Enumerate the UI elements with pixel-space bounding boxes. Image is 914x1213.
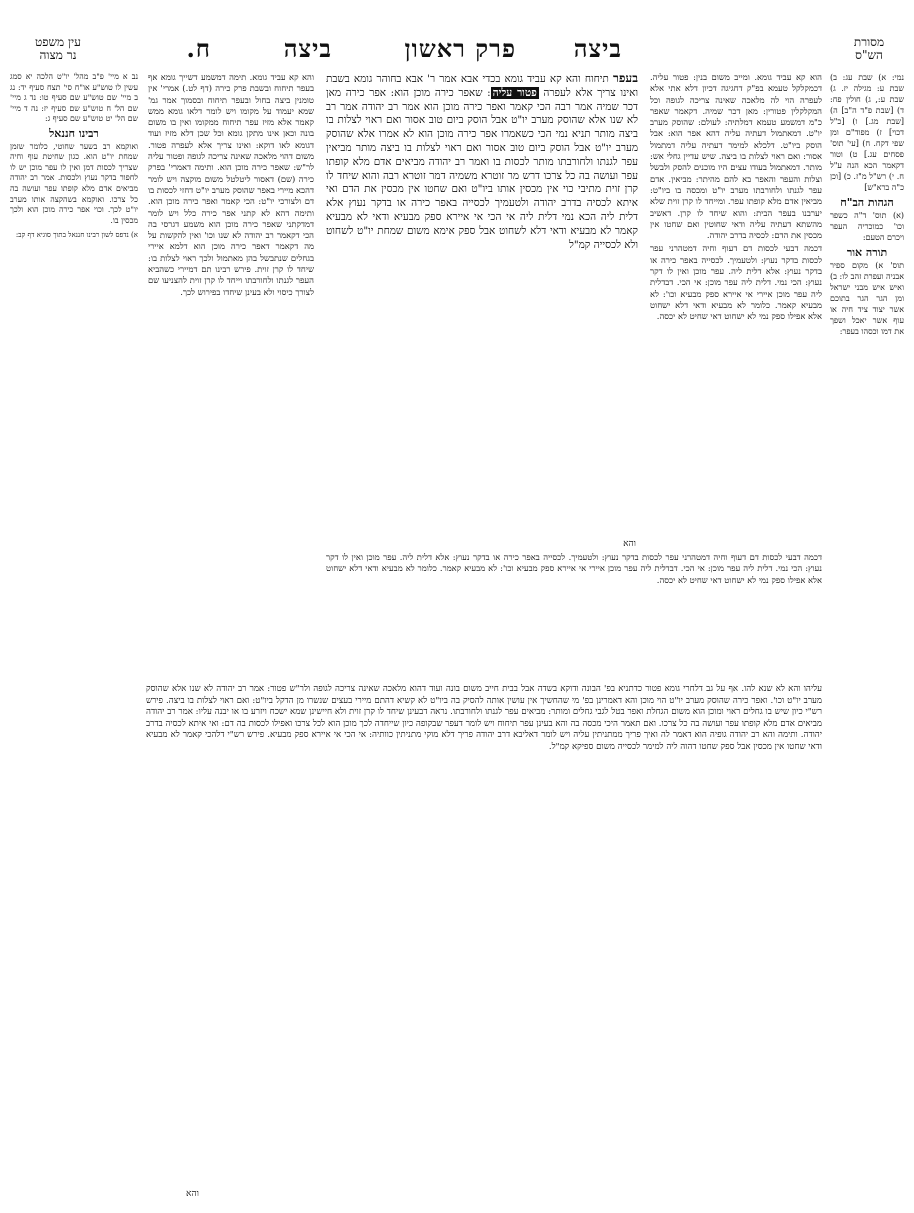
bottom-commentary-text-a: דכמה דבעי לכסות דם דעוף וחיה דמטהרני עפר לכסות בדקר נעוץ: ולטעמיך. לכסייה באפר כירה או בדקר נעוץ: אלא דלית ליה. עפר מוכן ואין לו דקר נעוץ: הכי נמי. דלית ליה עפר מוכן: אי הכי. דבדלית ליה עפר מוכן איירי אי איירא ספק מבעיא וכו': לא מבעיא קאמר. כלומר לא מבעיא ודאי דלא ישחוט אלא אפילו ספק נמי לא ישחוט דאי שחיט לא יכסה.	[326, 552, 822, 585]
tosafot-column-top	[148, 72, 314, 548]
hagahot-text: (א) תוס' ד"ה כשפר וכו' כמוכריה העפר ויכרם הטעם:	[830, 211, 904, 242]
rashi-text: הוא קא עביד גומא. ומייב משום בנין: פטור עליה. דכמקלקל טעמא בפ"ק דחגיגה דכיון דלא אתי אלא לעפרה הוי לה מלאכה שאינה צריכה לגופה וכל המקלקלין פטורין: מאן דכר שמיה. דקאמר שאפר כ"מ דמשמע טעמא דמלתיה: לעולם: שהוסק מערב יו"ט. דמאתמול דעתיה עליה דהא אפר הוא: אבל הוסק ביו"ט. דלכלא למימר דעתיה עליה דמתמול אסור: ואם ראוי לצלות בו ביצה. שיש עדיין גחלי אש: מותר. דמאתמול בעודו עצים היו מוכנים להסק ולבשל וצלות והעפר והאפר בא להם מהיתר: מביאין. אדם עפר לגנתו ולחורבתו מערב יו"ט ומכסה בו ביו"ט: מביאין אדם מלא קופתו עפר. ומייחד לו קרן זוית שלא יערבנו בעפר הבית: והוא שיחד לו קרן. דאשיב מהשתא דעתיה עליה ודאי שחוטין ואם שחטו אין מכסין את הדם: לכסיה בדרב יהודה.	[650, 72, 822, 241]
daf-number: ח.	[186, 34, 211, 63]
gemara-paragraph	[326, 72, 638, 252]
ein-mishpat-text: נב א מיי' פ"ב מהל' יו"ט הלכה יא סמג עשין לו טוש"ע או"ח סי' תצח סעיף יד: נג ב מיי' שם טוש"ע שם סעיף טו: נד ג מיי' שם הל' ח טוש"ע שם סעיף יז: נה ד מיי' שם הל' יט טוש"ע שם סעיף ג:	[10, 72, 138, 124]
full-width-commentary-text: עליהו והא לא שנא להו. אף על גב דלחרי גומא פטור כדתניא בפ' הבונה ודוקא בשדה אבל בבית חייב משום בונה ועוד דהוא מלאכה שאינה צריכה לגופה ולר"ש פטור: אמר רב יהודה לא שנו אלא שהוסק מערב יו"ט וכו'. ואפר כירה שהוסק מערב יו"ט הוי מוכן והא דאמרינן בפ' מי שהחשיך אין עושין אותה להסיק בה ביו"ט לא קשיא דהתם מיירי בעצים שנשרו מן הדקל ביו"ט: ואם ראוי לצלות בו ביצה. פירש רש"י כיון שיש בו גחלים ראוי ומוכן הוא משום הגחלת ואפר בטל לגבי גחלים ומותר: מביאים עפר לגנתו ולחורבתו. נראה דבעינן שיחד לו קרן זוית ולא חיישינן שמא ישכח ויזרע בו או יבנה עליו: אמר רב יהודה מביאים אדם מלא קופתו עפר ועושה בה כל צרכו. ואם תאמר היכי מכסה בה והא בעינן עפר תיחוח ויש לומר דעפר שבקופה כיון שייחדה לכך מוכן הוא לכל צרכו ואפילו לכסות בה דם: ואי איתא לכסיה בדרב יהודה. ותימה והא רב יהודה גופיה הוא דאמר לה ואיך פריך ממתניתין עליה ויש לומר דאליבא דרב יהודה פריך דלא מוקי מתניתין כוותיה: אי הכי אי איירא ספק מבעיא. פירש רש"י דלהכי קאמר לא מבעיא ודאי שחטו אין מכסין אבל ספק שחטו דהוה ליה למימר לכסייה משום ספיקא קמ"ל.	[146, 684, 822, 752]
gemara-main-text	[326, 72, 638, 546]
bottom-commentary	[326, 552, 822, 678]
tosafot-text: והא קא עביד גומא. תימה דמשמע דשייך גומא אף בעפר תיחוח ובשבת פרק כירה (דף לט.) אמרי' אין טומנין ביצה בחול ובעפר תיחוח ובסמוך אמר גמ' שמא יעמוד על מקומו ויש לומר דלאו גומא ממש קאמר אלא מזיז עפר תיחוח ממקומו ואין בו משום בונה וכאן אינו מתקן גומא וכל שכן דלא מזיז ועוד דגומא לאו דוקא: ואינו צריך אלא לעפרה פטור. משום דהוי מלאכה שאינה צריכה לגופה ופטור עליה לר"ש: שאפר כירה מוכן הוא. ותימה דאמרי' בפרק כירה (שם) דאסור ליטלטל משום מוקצה ויש לומר דהכא מיירי באפר שהוסק מערב יו"ט דחזי לכסות בו דם ולצורכי יו"ט: הכי קאמר ואפר כירה מוכן הוא. ותימה דהא לא קתני אפר כירה כלל ויש לומר דמדקתני שאפר כירה מוכן הוא משמע דגרסי בה הכי דקאמר רב יהודה לא שנו וכו' ואין להקשות על מה דקאמר דאפר כירה מוכן הוא דלמא איירי בגחלים שנתבשל בהן מאתמול ולכך ראוי לצלות בו: שיחד לו קרן זוית. פירש רבינו תם דמיירי כשהביא העפר לגנתו ולחורבתו וייחד לו קרן זוית להצניעו שם לצורך כיסוי ולא בעינן שיחדו בפירוש לכך.	[148, 72, 314, 297]
left-margin-label: עין משפט נר מצוה	[35, 35, 81, 62]
right-margin-column	[830, 72, 904, 632]
gemara-text-2: : שאפר כירה מוכן הוא: אפר כירה מאן דכר שמיה אמר רבה הכי קאמר ואפר כירה מוכן הוא אמר רב יהודה אמר רב לא שנו אלא שהוסק מערב יו"ט אבל הוסק ביום טוב אסור ואם ראוי לצלות בו ביצה מותר תניא נמי הכי כשאמרו אפר כירה מוכן הוא לא אמרו אלא שהוסק מערב יו"ט אבל הוסק ביום טוב אסור ואם ראוי לצלות בו ביצה מותר מביאין עפר לגנתו ולחורבתו מותר לכסות בו ואמר רב יהודה מביאים אדם מלא קופתו עפר ועושה בה כל צרכו דרש מר זוטרא משמיה דמר זוטרא רבה והוא שיחד לו קרן זוית מתיבי כוי אין מכסין אותו ביו"ט ואם שחטו אין מכסין את הדם ואי איתא לכסיה בדרב יהודה ולטעמיך לכסייה באפר כירה או בדקר נעוץ אלא דלית ליה הכא נמי דלית ליה אי הכי אי איירא ספק מבעיא ודאי לא מבעיא קאמר לא מבעיא ודאי דלא לשחוט אבל ספק אימא משום שמחת יו"ט לשחוט ולא לכסייה קמ"ל	[326, 86, 638, 251]
opening-word: בעפר	[613, 72, 638, 85]
rabbeinu-chananel-title: רבינו חננאל	[49, 126, 99, 140]
rashi-text-continued: דכמה דבעי לכסות דם דעוף וחיה דמטהרני עפר לכסות בדקר נעוץ: ולטעמיך. לכסייה באפר כירה או בדקר נעוץ: אלא דלית ליה. עפר מוכן ואין לו דקר נעוץ: הכי נמי. דלית ליה עפר מוכן: אי הכי. דבדלית ליה עפר מוכן איירי אי איירא ספק מבעיא וכו': לא מבעיא קאמר. כלומר לא מבעיא ודאי דלא ישחוט אלא אפילו ספק נמי לא ישחוט דאי שחיט לא יכסה.	[650, 243, 822, 322]
margin-footnote: א) נדפס לשון רבינו חננאל בתוך סוגיא דף קב:	[15, 231, 138, 240]
chapter-title: פרק ראשון	[404, 34, 516, 63]
rashi-column-top	[650, 72, 822, 548]
torah-or-text: תוס' א) מקום ספיר אבניה ועפרת זהב לו: ב) ואיש איש מבני ישראל ומן הגר הגר בתוכם אשר יצוד ציד חיה או עוף אשר יאכל ושפך את דמו וכסהו בעפר:	[830, 261, 904, 336]
running-title-right: ביצה	[573, 34, 622, 63]
gemara-catchword: והא	[623, 539, 636, 549]
torah-or-title: תורה אור	[846, 246, 888, 259]
gemara-text-1: תיחוח והא קא עביד גומא בכדי אבא אמר ר' אבא בחוהר גומא בשבת ואינו צריך אלא לעפרה	[326, 73, 638, 99]
full-width-commentary	[146, 684, 822, 1184]
hagahot-title: הגהות הב"ח	[840, 196, 894, 209]
right-margin-label: מסורת הש"ס	[853, 35, 885, 62]
left-margin-column	[10, 72, 138, 632]
highlighted-phrase: פטור עליה	[492, 86, 537, 99]
running-title-center: ביצה	[283, 34, 332, 63]
masoret-hashas: נמי: א) שבת עג: ב) שבת ע: מגילה יז. ג) שבת ע:, ג) חולין פח: ד) [שבת פ"ד ה"ב] ה) [שבת מג.] ו) [כ"ל דכוי] ז) מפוד"ם ומן שפי דקח. ח) [עי' תוס' פסחים עג.] ט) וטור דקאמר הכא הנה ע"ל ח. י) רש"ל מ"ז. כ) [וכן כ"ה ברא"ש]	[830, 73, 904, 192]
page-catchword: והא	[186, 1189, 199, 1199]
rabbeinu-chananel-text: ואוקמא רב בשער שחוטי, כלומר שזמן שמחת יו"ט הוא. כגון שחיטת עוף וחיה שצריך לכסות דמן ואין לו עפר מוכן יש לו לחפור בדקר נעוץ ולכסות. אמר רב יהודה מביאים אדם מלא קופתו עפר ועושה בה כל צרכו. ואוקמא בשהקצה אותו מערב יו"ט לכך. וכוי אפר כירה מוכן הוא ולכך מכסין בו.	[10, 141, 138, 225]
